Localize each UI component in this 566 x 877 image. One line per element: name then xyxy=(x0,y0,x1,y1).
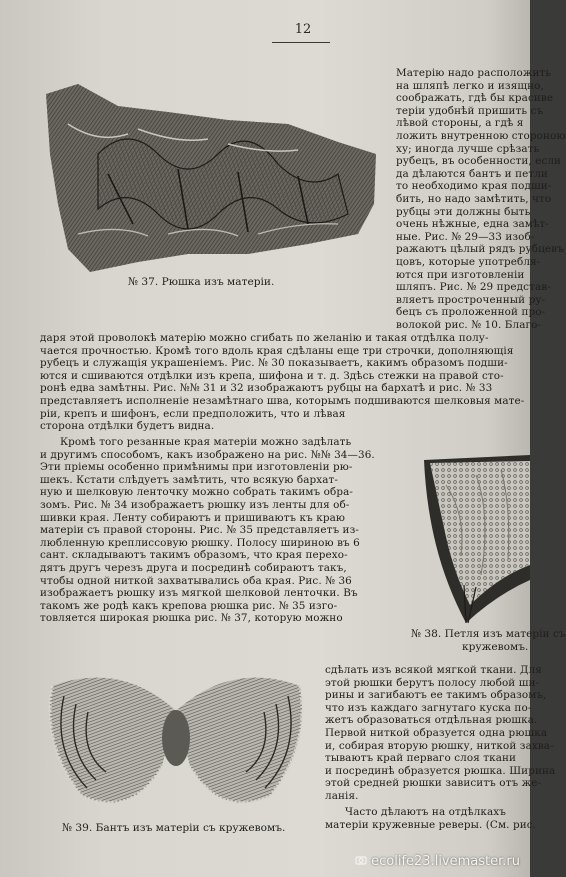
text-line: Кромѣ того резанные края матеріи можно задѣлать xyxy=(60,436,352,448)
ruche-drawing xyxy=(38,84,378,274)
text-line: дятъ другъ черезъ друга и посрединѣ собираютъ такъ, xyxy=(40,561,347,574)
text-line: чается прочностью. Кромѣ того вдоль края сдѣланы еще три строчки, дополняющія xyxy=(40,344,514,357)
figure-38-caption-line1: № 38. Петля изъ матеріи съ xyxy=(411,628,566,640)
text-line: что изъ каждаго загнутаго куска по- xyxy=(325,701,532,714)
text-line: бить, но надо замѣтить, что xyxy=(396,192,552,205)
header-rule xyxy=(272,42,330,43)
middle-paragraph xyxy=(40,436,388,625)
text-line: то необходимо края подши- xyxy=(396,180,552,193)
text-line: вляетъ простроченный ру- xyxy=(396,293,546,306)
text-line: шивки края. Ленту собираютъ и пришиваютъ къ краю xyxy=(40,511,346,524)
text-line: любленную креплиссовую рюшку. Полосу шириною въ 6 xyxy=(40,536,360,549)
watermark-text: ecolife23.livemaster.ru xyxy=(371,854,520,869)
right-column-top-text xyxy=(396,67,566,331)
text-line: соображать, гдѣ бы красиве xyxy=(396,92,554,105)
text-line: ху; иногда лучше срѣзать xyxy=(396,142,540,155)
text-line: лѣвой стороны, а гдѣ я xyxy=(396,117,524,130)
text-line: зомъ. Рис. № 34 изображаетъ рюшку изъ ленты для об- xyxy=(40,498,350,511)
text-line: Первой ниткой образуется одна рюшка xyxy=(325,726,548,739)
text-line: и посрединѣ образуется рюшка. Ширина xyxy=(325,764,556,777)
text-line: ложить внутренною стороною xyxy=(396,129,566,142)
figure-39-caption: № 39. Бантъ изъ матеріи съ кружевомъ. xyxy=(62,822,286,834)
text-line: рубецъ, въ особенности, если xyxy=(396,155,562,168)
text-line: шекъ. Кстати слѣдуетъ замѣтить, что всякую бархат- xyxy=(40,473,338,486)
text-line: сант. складываютъ такимъ образомъ, что края перехо- xyxy=(40,549,348,562)
text-line: изображаетъ рюшку изъ мягкой шелковой ленточки. Въ xyxy=(40,587,358,600)
last-lines-text xyxy=(325,806,537,831)
text-line: Часто дѣлаютъ на отдѣлкахъ xyxy=(345,806,506,818)
text-line: да дѣлаются бантъ и петли xyxy=(396,167,548,180)
bow-drawing xyxy=(42,656,310,818)
text-line: такомъ же родѣ какъ крепова рюшка рис. № 35 изго- xyxy=(40,599,338,612)
text-line: ронѣ едва замѣтны. Рис. №№ 31 и 32 изображаютъ рубцы на бархатѣ и рис. № 33 xyxy=(40,382,493,395)
text-line: ріи, крепъ и шифонъ, если предположить, что и лѣвая xyxy=(40,407,346,420)
text-line: чтобы одной ниткой захватывались оба края. Рис. № 36 xyxy=(40,574,352,587)
text-line: матеріи кружевные реверы. (См. рис. xyxy=(325,818,537,831)
camera-icon xyxy=(355,854,367,866)
bottom-right-text xyxy=(325,664,556,803)
text-line: и другимъ способомъ, какъ изображено на рис. №№ 34—36. xyxy=(40,448,375,461)
text-line: рубецъ и служащія украшеніемъ. Рис. № 30 показываетъ, какимъ образомъ подши- xyxy=(40,357,508,370)
page-number: 12 xyxy=(294,22,312,37)
text-line: тываютъ край перваго слоя ткани xyxy=(325,752,517,765)
text-line: бецъ съ проложенной про- xyxy=(396,306,546,319)
text-line: ются и сшиваются отдѣлки изъ крепа, шифона и т. д. Здѣсь стежки на правой сто- xyxy=(40,369,504,382)
text-line: этой средней рюшки зависитъ отъ же- xyxy=(325,777,542,790)
text-line: волокой рис. № 10. Благо- xyxy=(396,318,542,331)
text-line: ную и шелковую ленточку можно собрать такимъ обра- xyxy=(40,486,354,499)
full-width-paragraph xyxy=(40,332,530,433)
text-line: матеріи съ правой стороны. Рис. № 35 представляетъ из- xyxy=(40,524,359,537)
text-line: очень нѣжные, една замѣт- xyxy=(396,218,549,231)
text-line: ные. Рис. № 29—33 изоб- xyxy=(396,230,535,243)
text-line: товляется широкая рюшка рис. № 37, которую можно xyxy=(40,612,343,625)
text-line: теріи удобнѣй пришить съ xyxy=(396,104,544,117)
text-line: ются при изготовленіи xyxy=(396,268,525,281)
text-line: представляетъ исполненіе незамѣтнаго шва, которымъ подшиваются шелковыя мате- xyxy=(40,394,525,407)
text-line: на шляпѣ легко и изящно, xyxy=(396,79,544,92)
text-line: жетъ образоваться отдѣльная рюшка. xyxy=(325,714,538,727)
figure-37-caption: № 37. Рюшка изъ матеріи. xyxy=(128,276,275,288)
figure-38-caption-line2: кружевомъ. xyxy=(462,641,529,653)
text-line: рины и загибаютъ ее такимъ образомъ, xyxy=(325,689,547,702)
figure-38-loop-illustration xyxy=(416,455,530,625)
text-line: рубцы эти должны быть xyxy=(396,205,531,218)
text-line: этой рюшки берутъ полосу любой ши- xyxy=(325,676,540,689)
text-line: ражаютъ цѣлый рядъ рубцевъ xyxy=(396,243,564,256)
text-line: ланія. xyxy=(325,789,359,802)
text-line: шляпъ. Рис. № 29 представ- xyxy=(396,281,551,294)
text-line: цовъ, которые употребля- xyxy=(396,255,541,268)
text-line: даря этой проволокѣ матерію можно сгибать по желанію и такая отдѣлка полу- xyxy=(40,332,489,344)
watermark xyxy=(355,854,520,869)
text-line: и, собирая вторую рюшку, ниткой захва- xyxy=(325,739,554,752)
text-line: Эти пріемы особенно примѣнимы при изготовленіи рю- xyxy=(40,461,353,474)
figure-39-bow-illustration xyxy=(42,656,310,818)
figure-37-ruche-illustration xyxy=(38,84,378,274)
text-line: сдѣлать изъ всякой мягкой ткани. Для xyxy=(325,664,542,676)
text-line: Матерію надо расположить xyxy=(396,67,552,79)
lace-loop-drawing xyxy=(416,455,530,625)
text-line: сторона отдѣлки будетъ видна. xyxy=(40,420,215,433)
